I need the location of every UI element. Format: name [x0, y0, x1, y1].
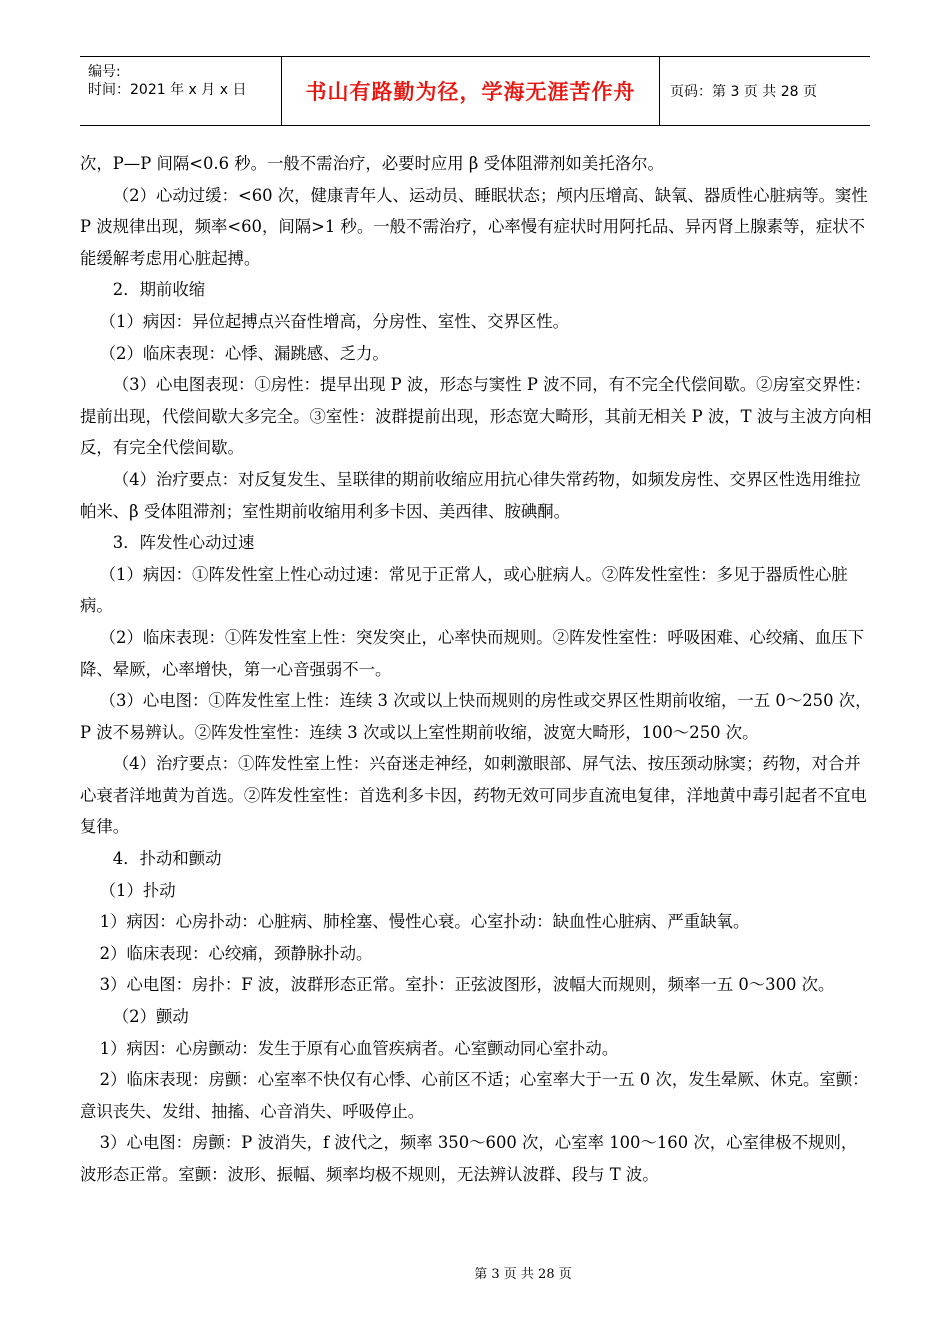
- paragraph: （2）临床表现：①阵发性室上性：突发突止，心率快而规则。②阵发性室性：呼吸困难、心绞痛、血压下降、晕厥，心率增快，第一心音强弱不一。: [80, 627, 865, 679]
- page-header: [80, 56, 870, 126]
- paragraph: （4）治疗要点：①阵发性室上性：兴奋迷走神经，如刺激眼部、屏气法、按压颈动脉窦；药物，对合并心衰者洋地黄为首选。②阵发性室性：首选利多卡因，药物无效可同步直流电复律，洋地黄中毒引起者不宜电复律。: [80, 754, 867, 837]
- subsection-heading: （1）扑动: [99, 880, 176, 900]
- paragraph: （4）治疗要点：对反复发生、呈联律的期前收缩应用抗心律失常药物，如频发房性、交界区性选用维拉帕米、β 受体阻滞剂；室性期前收缩用利多卡因、美西律、胺碘酮。: [80, 469, 861, 521]
- paragraph: 1）病因：心房扑动：心脏病、肺栓塞、慢性心衰。心室扑动：缺血性心脏病、严重缺氧。: [99, 912, 750, 932]
- paragraph: 2）临床表现：房颤：心室率不快仅有心悸、心前区不适；心室率大于一五 0 次，发生晕厥、休克。室颤：意识丧失、发绀、抽搐、心音消失、呼吸停止。: [80, 1070, 869, 1121]
- header-page-info: 页码：第 3 页 共 28 页: [670, 84, 817, 100]
- paragraph: （1）病因：①阵发性室上性心动过速：常见于正常人，或心脏病人。②阵发性室性：多见于器质性心脏病。: [80, 564, 848, 616]
- section-heading: 4．扑动和颤动: [112, 849, 222, 869]
- paragraph: （3）心电图表现：①房性：提早出现 P 波，形态与窦性 P 波不同，有不完全代偿间歇。②房室交界性：提前出现，代偿间歇大多完全。③室性：波群提前出现，形态宽大畸形，其前无相关 P 波，T 波与主波方向相反，有完全代偿间歇。: [80, 375, 872, 458]
- number-label: 编号:: [88, 64, 121, 80]
- paragraph: 1）病因：心房颤动：发生于原有心血管疾病者。心室颤动同心室扑动。: [99, 1038, 619, 1058]
- header-meta: [80, 57, 282, 125]
- paragraph: （2）临床表现：心悸、漏跳感、乏力。: [99, 343, 389, 363]
- section-heading: 3．阵发性心动过速: [112, 533, 255, 553]
- paragraph: （3）心电图：①阵发性室上性：连续 3 次或以上快而规则的房性或交界区性期前收缩，一五 0～250 次，P 波不易辨认。②阵发性室性：连续 3 次或以上室性期前收缩，波宽大畸形，100～250 次。: [80, 691, 872, 742]
- paragraph: 次，P—P 间隔<0.6 秒。一般不需治疗，必要时应用 β 受体阻滞剂如美托洛尔。: [80, 154, 664, 173]
- time-label: 时间：2021 年 x 月 x 日: [88, 82, 247, 98]
- section-heading: 2．期前收缩: [112, 280, 206, 300]
- subsection-heading: （2）颤动: [112, 1007, 189, 1027]
- paragraph: 2）临床表现：心绞痛，颈静脉扑动。: [99, 943, 373, 963]
- page-footer: 第 3 页 共 28 页: [474, 1267, 572, 1282]
- document-body: [80, 148, 872, 1191]
- paragraph: 3）心电图：房扑：F 波，波群形态正常。室扑：正弦波图形，波幅大而规则，频率一五 0～300 次。: [99, 975, 835, 995]
- paragraph: 3）心电图：房颤：P 波消失，f 波代之，频率 350～600 次，心室率 100～160 次，心室律极不规则，波形态正常。室颤：波形、振幅、频率均极不规则，无法辨认波群、段与 T 波。: [80, 1133, 858, 1184]
- paragraph: （1）病因：异位起搏点兴奋性增高，分房性、室性、交界区性。: [99, 311, 570, 331]
- paragraph: （2）心动过缓：<60 次，健康青年人、运动员、睡眠状态；颅内压增高、缺氧、器质性心脏病等。窦性 P 波规律出现，频率<60，间隔>1 秒。一般不需治疗，心率慢有症状时用阿托品、异丙肾上腺素等，症状不能缓解考虑用心脏起搏。: [80, 185, 868, 268]
- header-motto: 书山有路勤为径，学海无涯苦作舟: [282, 57, 660, 125]
